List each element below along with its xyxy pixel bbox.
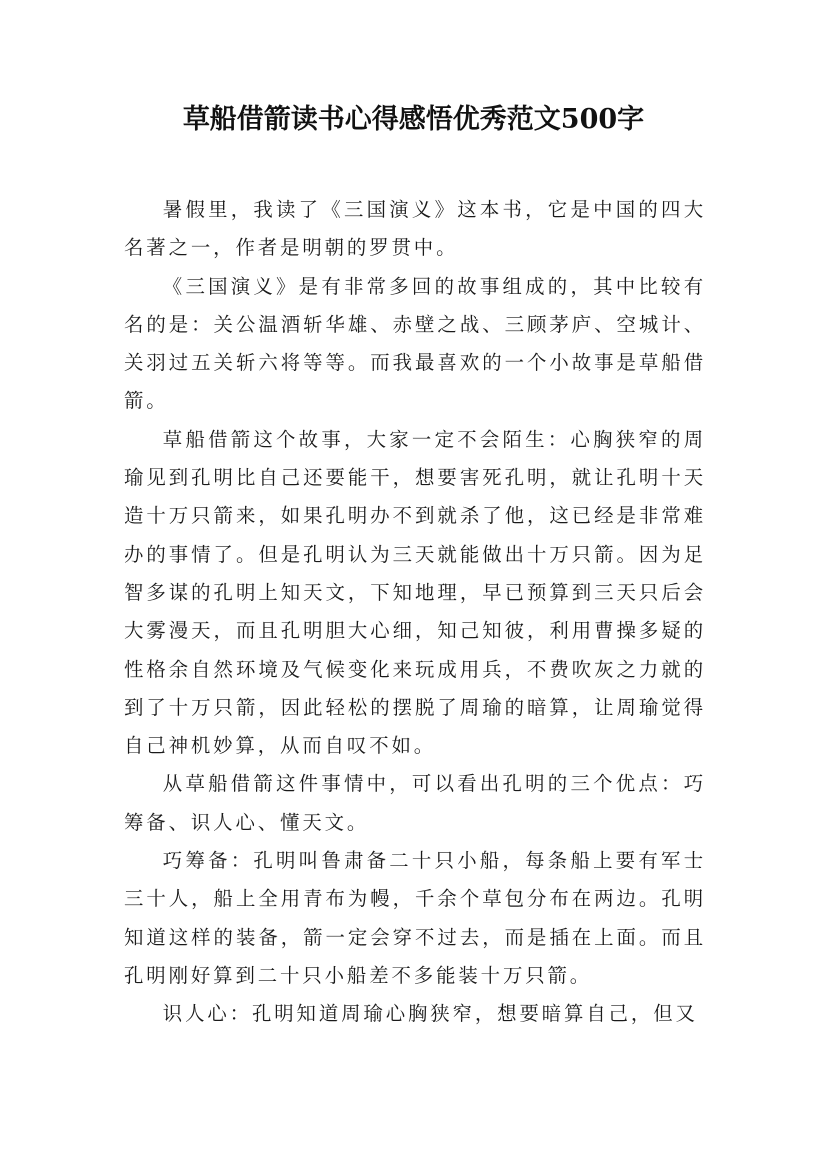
document-body [124, 191, 706, 1034]
paragraph: 巧筹备：孔明叫鲁肃备二十只小船，每条船上要有军士三十人，船上全用青布为幔，千余个草包分布在两边。孔明知道这样的装备，箭一定会穿不过去，而是插在上面。而且孔明刚好算到二十只小船差不多能装十万只箭。 [124, 849, 706, 987]
paragraph: 草船借箭这个故事，大家一定不会陌生：心胸狭窄的周瑜见到孔明比自己还要能干，想要害死孔明，就让孔明十天造十万只箭来，如果孔明办不到就杀了他，这已经是非常难办的事情了。但是孔明认为三天就能做出十万只箭。因为足智多谋的孔明上知天文，下知地理，早已预算到三天只后会大雾漫天，而且孔明胆大心细，知己知彼，利用曹操多疑的性格余自然环境及气候变化来玩成用兵，不费吹灰之力就的到了十万只箭，因此轻松的摆脱了周瑜的暗算，让周瑜觉得自己神机妙算，从而自叹不如。 [124, 427, 706, 758]
document-title: 草船借箭读书心得感悟优秀范文500字 [182, 104, 645, 135]
paragraph: 《三国演义》是有非常多回的故事组成的，其中比较有名的是：关公温酒斩华雄、赤壁之战、三顾茅庐、空城计、关羽过五关斩六将等等。而我最喜欢的一个小故事是草船借箭。 [124, 274, 706, 413]
paragraph: 暑假里，我读了《三国演义》这本书，它是中国的四大名著之一，作者是明朝的罗贯中。 [124, 198, 706, 260]
paragraph: 从草船借箭这件事情中，可以看出孔明的三个优点：巧筹备、识人心、懂天文。 [124, 772, 706, 834]
paragraph: 识人心：孔明知道周瑜心胸狭窄，想要暗算自己，但又 [162, 1002, 698, 1026]
